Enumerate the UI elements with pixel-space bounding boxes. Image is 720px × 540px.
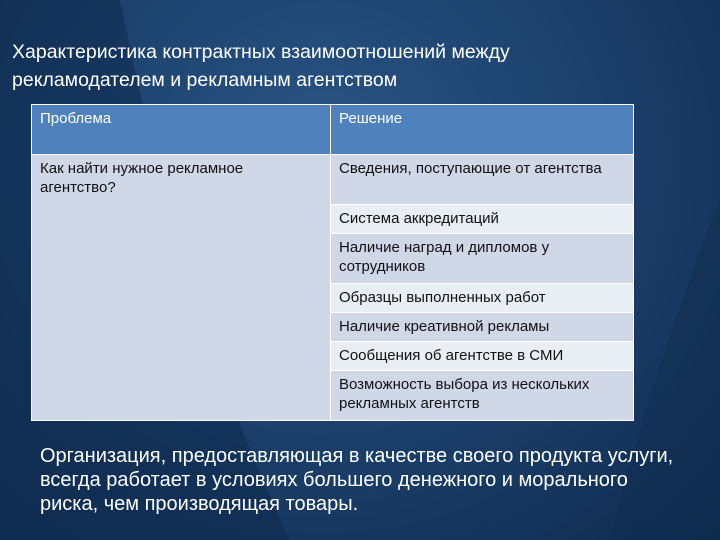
header-problem: Проблема [32,105,331,155]
problem-cell: Как найти нужное рекламное агентство? [32,155,331,421]
table-row [32,155,634,205]
header-solution: Решение [331,105,634,155]
footer-text: Организация, предоставляющая в качестве своего продукта услуги, всегда работает в условиях большего денежного и морального риска, чем производящая товары. [40,445,674,515]
solution-cell: Наличие наград и дипломов у сотрудников [331,234,634,284]
table-header-row [32,105,634,155]
solution-cell: Система аккредитаций [331,205,634,234]
problem-solution-table [31,104,634,421]
solution-cell: Сведения, поступающие от агентства [331,155,634,205]
solution-cell: Сообщения об агентстве в СМИ [331,342,634,371]
solution-cell: Возможность выбора из нескольких рекламных агентств [331,371,634,421]
solution-cell: Наличие креативной рекламы [331,313,634,342]
solution-cell: Образцы выполненных работ [331,284,634,313]
slide-title: Характеристика контрактных взаимоотношений между рекламодателем и рекламным агентством [12,41,510,91]
